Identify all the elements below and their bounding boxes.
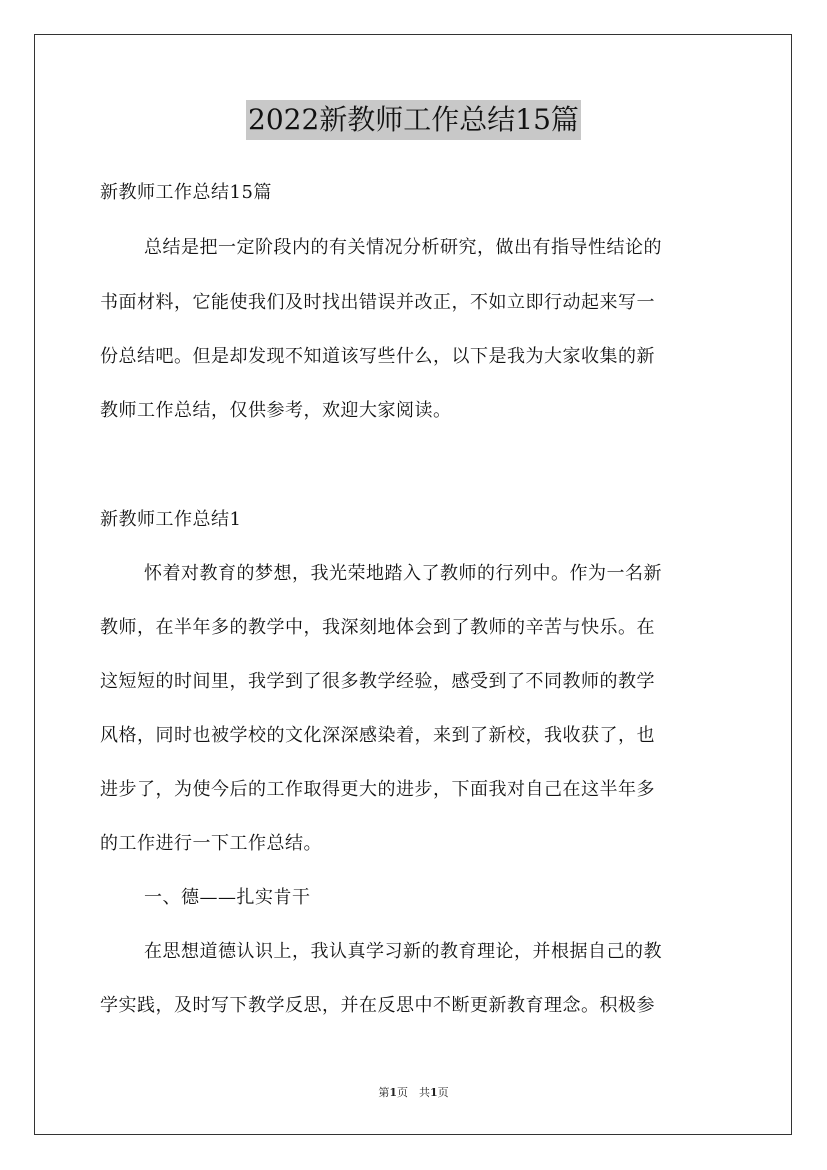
footer-mid: 页 共: [397, 1086, 430, 1099]
footer-page-total: 1: [430, 1086, 438, 1099]
paragraph-line: 风格，同时也被学校的文化深深感染着，来到了新校，我收获了，也: [100, 725, 655, 746]
document-subtitle: 新教师工作总结15篇: [100, 182, 272, 203]
footer-prefix: 第: [378, 1086, 390, 1099]
footer-suffix: 页: [437, 1086, 449, 1099]
paragraph-line: 这短短的时间里，我学到了很多教学经验，感受到了不同教师的教学: [100, 671, 655, 692]
intro-line: 总结是把一定阶段内的有关情况分析研究，做出有指导性结论的: [144, 237, 662, 258]
paragraph-line: 教师，在半年多的教学中，我深刻地体会到了教师的辛苦与快乐。在: [100, 617, 655, 638]
paragraph-line: 在思想道德认识上，我认真学习新的教育理论，并根据自己的教: [144, 941, 662, 962]
document-title: 2022新教师工作总结15篇: [246, 100, 581, 140]
intro-line: 份总结吧。但是却发现不知道该写些什么，以下是我为大家收集的新: [100, 346, 655, 367]
paragraph-line: 学实践，及时写下教学反思，并在反思中不断更新教育理念。积极参: [100, 995, 655, 1016]
subheading: 一、德——扎实肯干: [144, 887, 311, 908]
title-container: [0, 100, 827, 140]
intro-line: 书面材料，它能使我们及时找出错误并改正，不如立即行动起来写一: [100, 292, 655, 313]
paragraph-line: 怀着对教育的梦想，我光荣地踏入了教师的行列中。作为一名新: [144, 563, 662, 584]
page-footer: [0, 1084, 827, 1100]
section-heading: 新教师工作总结1: [100, 509, 242, 530]
paragraph-line: 的工作进行一下工作总结。: [100, 833, 322, 854]
paragraph-line: 进步了，为使今后的工作取得更大的进步，下面我对自己在这半年多: [100, 779, 655, 800]
intro-line: 教师工作总结，仅供参考，欢迎大家阅读。: [100, 400, 452, 421]
footer-page-number: 1: [389, 1086, 397, 1099]
